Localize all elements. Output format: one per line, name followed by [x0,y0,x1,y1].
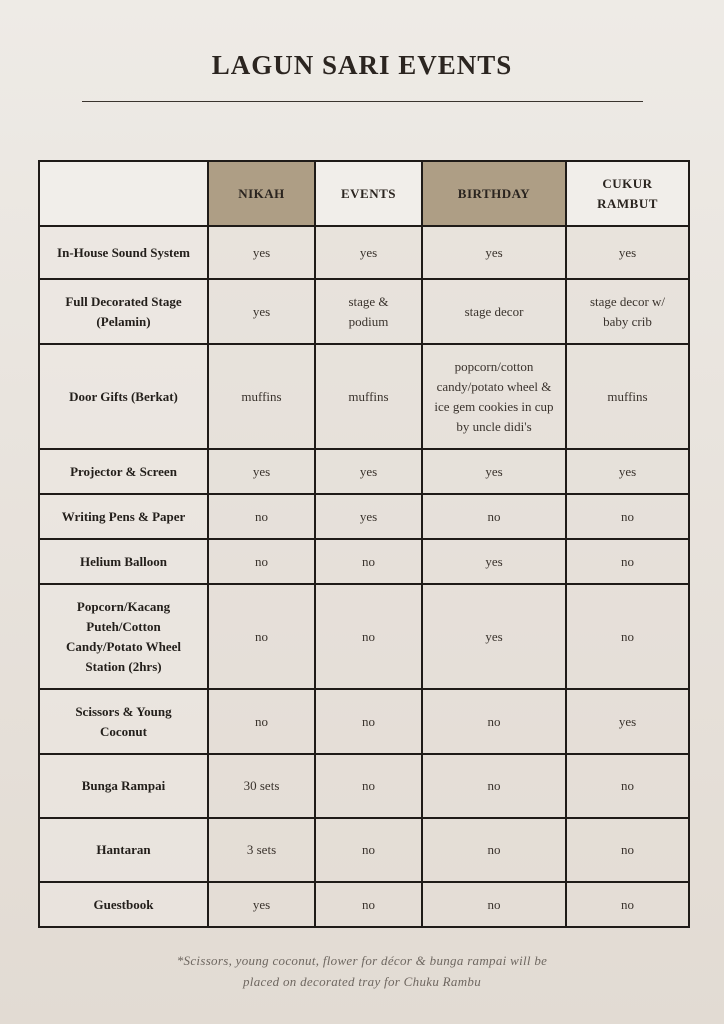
row-label: Popcorn/Kacang Puteh/Cotton Candy/Potato Wheel Station (2hrs) [39,584,208,689]
row-label: Hantaran [39,818,208,882]
table-row [39,882,689,927]
table-cell: muffins [566,344,689,449]
header-cukur-rambut: CUKUR RAMBUT [566,161,689,226]
row-label: In-House Sound System [39,226,208,279]
title-divider [82,101,643,102]
row-label: Scissors & Young Coconut [39,689,208,754]
events-comparison-table [38,160,690,928]
table-cell: no [566,539,689,584]
row-label: Helium Balloon [39,539,208,584]
header-nikah: NIKAH [208,161,315,226]
header-corner [39,161,208,226]
table-cell: yes [422,449,566,494]
table-row [39,449,689,494]
table-cell: no [315,818,422,882]
table-cell: yes [566,226,689,279]
header-birthday: BIRTHDAY [422,161,566,226]
table-cell: yes [315,226,422,279]
table-row [39,539,689,584]
table-cell: stage decor [422,279,566,344]
row-label: Bunga Rampai [39,754,208,818]
table-cell: yes [422,584,566,689]
table-cell: muffins [208,344,315,449]
table-cell: 30 sets [208,754,315,818]
row-label: Full Decorated Stage (Pelamin) [39,279,208,344]
table-cell: no [566,494,689,539]
table-cell: yes [566,689,689,754]
table-cell: yes [208,279,315,344]
table-row [39,226,689,279]
table-cell: no [315,754,422,818]
table-cell: no [422,754,566,818]
header-row [39,161,689,226]
page-title: LAGUN SARI EVENTS [211,50,513,80]
row-label: Writing Pens & Paper [39,494,208,539]
table-row [39,494,689,539]
table-cell: yes [422,226,566,279]
table-cell: no [566,882,689,927]
table-cell: no [315,882,422,927]
table-cell: no [422,818,566,882]
table-cell: yes [208,882,315,927]
table-cell: no [566,818,689,882]
footnote-line: *Scissors, young coconut, flower for décor & bunga rampai will be [176,953,548,968]
table-cell: no [566,584,689,689]
table-cell: muffins [315,344,422,449]
table-cell: no [566,754,689,818]
table-row [39,344,689,449]
table-cell: no [315,689,422,754]
table-cell: yes [208,449,315,494]
table-cell: no [208,539,315,584]
table-cell: yes [315,449,422,494]
table-row [39,818,689,882]
table-cell: no [315,539,422,584]
table-cell: yes [566,449,689,494]
table-cell: stage & podium [315,279,422,344]
table-cell: yes [208,226,315,279]
table-row [39,754,689,818]
table-cell: no [422,882,566,927]
table-row [39,689,689,754]
table-row [39,584,689,689]
table-cell: yes [315,494,422,539]
row-label: Projector & Screen [39,449,208,494]
row-label: Door Gifts (Berkat) [39,344,208,449]
table-cell: no [208,689,315,754]
header-events: EVENTS [315,161,422,226]
table-cell: popcorn/cotton candy/potato wheel & ice gem cookies in cup by uncle didi's [422,344,566,449]
footnote [0,950,724,992]
table-cell: yes [422,539,566,584]
table-cell: no [208,494,315,539]
table-cell: no [422,494,566,539]
table-cell: 3 sets [208,818,315,882]
table-row [39,279,689,344]
row-label: Guestbook [39,882,208,927]
table-cell: stage decor w/ baby crib [566,279,689,344]
footnote-line: placed on decorated tray for Chuku Rambu [242,974,481,989]
table-cell: no [422,689,566,754]
table-cell: no [208,584,315,689]
table-cell: no [315,584,422,689]
